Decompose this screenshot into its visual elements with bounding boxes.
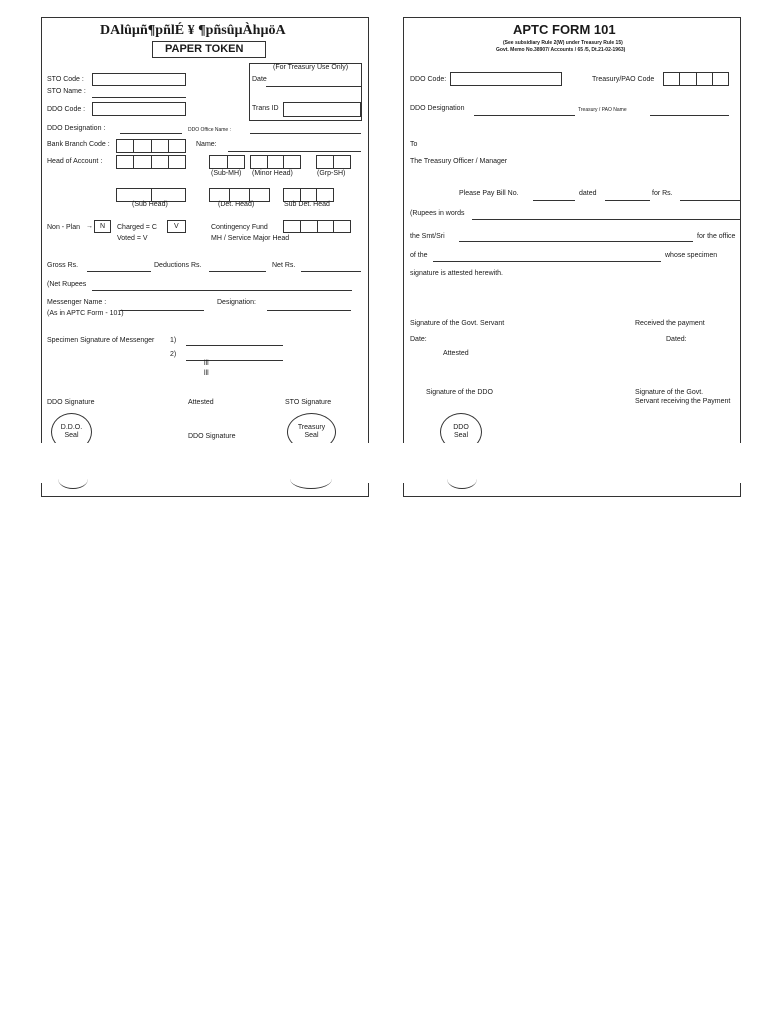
- sto-name-line[interactable]: [92, 97, 186, 98]
- whose-specimen-label: whose specimen: [665, 252, 718, 259]
- specimen-mark-2: lll: [204, 370, 209, 377]
- contingency-cells[interactable]: [283, 220, 351, 233]
- r-ddo-designation-line[interactable]: [474, 115, 575, 116]
- dated-line[interactable]: [605, 200, 650, 201]
- name-label: Name:: [196, 141, 217, 148]
- bank-branch-cells[interactable]: [116, 139, 186, 153]
- date-label: Date: [252, 76, 267, 83]
- det-head-cells[interactable]: [209, 188, 270, 202]
- left-fold-gap: [38, 443, 372, 483]
- left-frame-right-edge-bottom: [368, 483, 369, 497]
- smt-sri-line[interactable]: [459, 241, 693, 242]
- aptc-subtitle-1: (See subsidiary Rule 2(W) under Treasury Rule 15): [503, 40, 623, 46]
- name-line[interactable]: [228, 151, 361, 152]
- non-plan-value: N: [100, 223, 106, 230]
- for-rs-line[interactable]: [680, 200, 740, 201]
- charged-value: V: [174, 223, 179, 230]
- ddo-designation-label: DDO Designation :: [47, 125, 106, 132]
- header-title: DAlûµñ¶pñlÉ ¥ ¶pñsûµÀhµöA: [100, 23, 286, 38]
- received-payment-label: Received the payment: [635, 320, 705, 327]
- sig-govt-receiving-1: Signature of the Govt.: [635, 389, 704, 396]
- sig-ddo-label: Signature of the DDO: [426, 389, 493, 396]
- govt-servant-sig-label: Signature of the Govt. Servant: [410, 320, 505, 327]
- specimen-1: 1): [170, 337, 177, 344]
- ddo-office-name-line[interactable]: [250, 133, 361, 134]
- sub-head-label: (Sub Head): [132, 201, 168, 208]
- ddo-code-field[interactable]: [92, 102, 186, 116]
- minor-head-label: (Minor Head): [252, 170, 293, 177]
- r-ddo-code-label: DDO Code:: [410, 76, 447, 83]
- gross-label: Gross Rs.: [47, 262, 79, 269]
- contingency-label: Contingency Fund: [211, 224, 268, 231]
- to-label: To: [410, 141, 418, 148]
- left-frame-left-edge-bottom: [41, 483, 42, 497]
- treasury-pao-code-label: Treasury/PAO Code: [592, 76, 655, 83]
- r-ddo-code-field[interactable]: [450, 72, 562, 86]
- paper-token-label: PAPER TOKEN: [165, 43, 244, 55]
- messenger-name-label: Messenger Name :: [47, 299, 107, 306]
- smt-sri-label: the Smt/Sri: [410, 233, 445, 240]
- ddo-code-label: DDO Code :: [47, 106, 86, 113]
- minor-head-cells[interactable]: [250, 155, 301, 169]
- r-ddo-seal: DDO Seal: [440, 413, 482, 451]
- r-dated-label: Dated:: [666, 336, 687, 343]
- bank-branch-label: Bank Branch Code :: [47, 141, 110, 148]
- sto-code-field[interactable]: [92, 73, 186, 86]
- deductions-line[interactable]: [209, 271, 266, 272]
- mh-service-label: MH / Service Major Head: [211, 235, 290, 242]
- net-line[interactable]: [301, 271, 361, 272]
- treasury-seal: Treasury Seal: [287, 413, 336, 451]
- rupees-words-label: (Rupees in words: [410, 210, 465, 217]
- designation-line[interactable]: [267, 310, 351, 311]
- messenger-name-line[interactable]: [120, 310, 204, 311]
- non-plan-arrow: →: [86, 223, 93, 230]
- sub-det-head-label: Sub Det. Head: [284, 201, 330, 208]
- for-rs-label: for Rs.: [652, 190, 673, 197]
- det-head-label: (Det. Head): [218, 201, 255, 208]
- sub-mh-cells[interactable]: [209, 155, 245, 169]
- bill-no-line[interactable]: [533, 200, 575, 201]
- of-the-line[interactable]: [433, 261, 661, 262]
- left-frame-bottom: [41, 496, 369, 497]
- sub-mh-label: (Sub-MH): [211, 170, 242, 177]
- head-of-account-label: Head of Account :: [47, 158, 103, 165]
- voted-label: Voted = V: [117, 235, 148, 242]
- non-plan-label: Non - Plan: [47, 224, 81, 231]
- designation-label: Designation:: [217, 299, 256, 306]
- attested-herewith-label: signature is attested herewith.: [410, 270, 503, 277]
- dated-label: dated: [579, 190, 597, 197]
- net-rupees-label: (Net Rupees: [47, 281, 87, 288]
- r-ddo-designation-label: DDO Designation: [410, 105, 465, 112]
- treasury-use-label: (For Treasury Use Only): [273, 64, 349, 71]
- ddo-signature-label: DDO Signature: [47, 399, 95, 406]
- sub-det-head-cells[interactable]: [283, 188, 334, 202]
- right-fold-gap: [401, 443, 743, 483]
- sub-head-cells[interactable]: [116, 188, 186, 202]
- right-frame-bottom: [403, 496, 741, 497]
- aptc-title: APTC FORM 101: [513, 22, 616, 37]
- ddo-seal: D.D.O. Seal: [51, 413, 92, 451]
- net-rupees-line[interactable]: [92, 290, 352, 291]
- aptc-right-border: [740, 17, 741, 497]
- r-attested-label: Attested: [443, 350, 469, 357]
- right-frame-left-edge-bottom: [403, 483, 404, 497]
- sto-signature-label: STO Signature: [285, 399, 332, 406]
- specimen-2: 2): [170, 351, 177, 358]
- ddo-signature-2: DDO Signature: [188, 433, 236, 440]
- for-office-label: for the office: [697, 233, 736, 240]
- grp-sh-label: (Grp-SH): [317, 170, 346, 177]
- specimen-1-line[interactable]: [186, 345, 283, 346]
- treasury-pao-name-line[interactable]: [650, 115, 729, 116]
- ddo-office-name-label: DDO Office Name :: [188, 127, 231, 133]
- right-frame-right-edge-bottom: [740, 483, 741, 497]
- grp-sh-cells[interactable]: [316, 155, 351, 169]
- r-date-label: Date:: [410, 336, 427, 343]
- specimen-mark-1: lll: [204, 360, 209, 367]
- rupees-words-line[interactable]: [472, 219, 740, 220]
- specimen-2-line[interactable]: [186, 360, 283, 361]
- treasury-pao-code-cells[interactable]: [663, 72, 729, 86]
- officer-label: The Treasury Officer / Manager: [410, 158, 508, 165]
- charged-label: Charged = C: [117, 224, 157, 231]
- gross-line[interactable]: [87, 271, 151, 272]
- trans-id-field[interactable]: [283, 102, 361, 117]
- messenger-note: (As in APTC Form - 101): [47, 310, 124, 317]
- net-label: Net Rs.: [272, 262, 296, 269]
- of-the-label: of the: [410, 252, 428, 259]
- sig-govt-receiving-2: Servant receiving the Payment: [635, 398, 731, 405]
- aptc-subtitle-2: Govt. Memo No.38907/ Accounts / 65 /5, Dt.21-02-1963): [496, 47, 626, 53]
- sto-name-label: STO Name :: [47, 88, 86, 95]
- sto-code-label: STO Code :: [47, 76, 84, 83]
- date-line[interactable]: [266, 86, 361, 87]
- ddo-designation-line[interactable]: [120, 133, 182, 134]
- deductions-label: Deductions Rs.: [154, 262, 202, 269]
- specimen-label: Specimen Signature of Messenger: [47, 337, 155, 344]
- treasury-pao-name-label: Treasury / PAO Name: [578, 107, 627, 113]
- attested-label: Attested: [188, 399, 214, 406]
- major-head-cells[interactable]: [116, 155, 186, 169]
- trans-id-label: Trans ID: [252, 105, 279, 112]
- please-pay-label: Please Pay Bill No.: [459, 190, 519, 197]
